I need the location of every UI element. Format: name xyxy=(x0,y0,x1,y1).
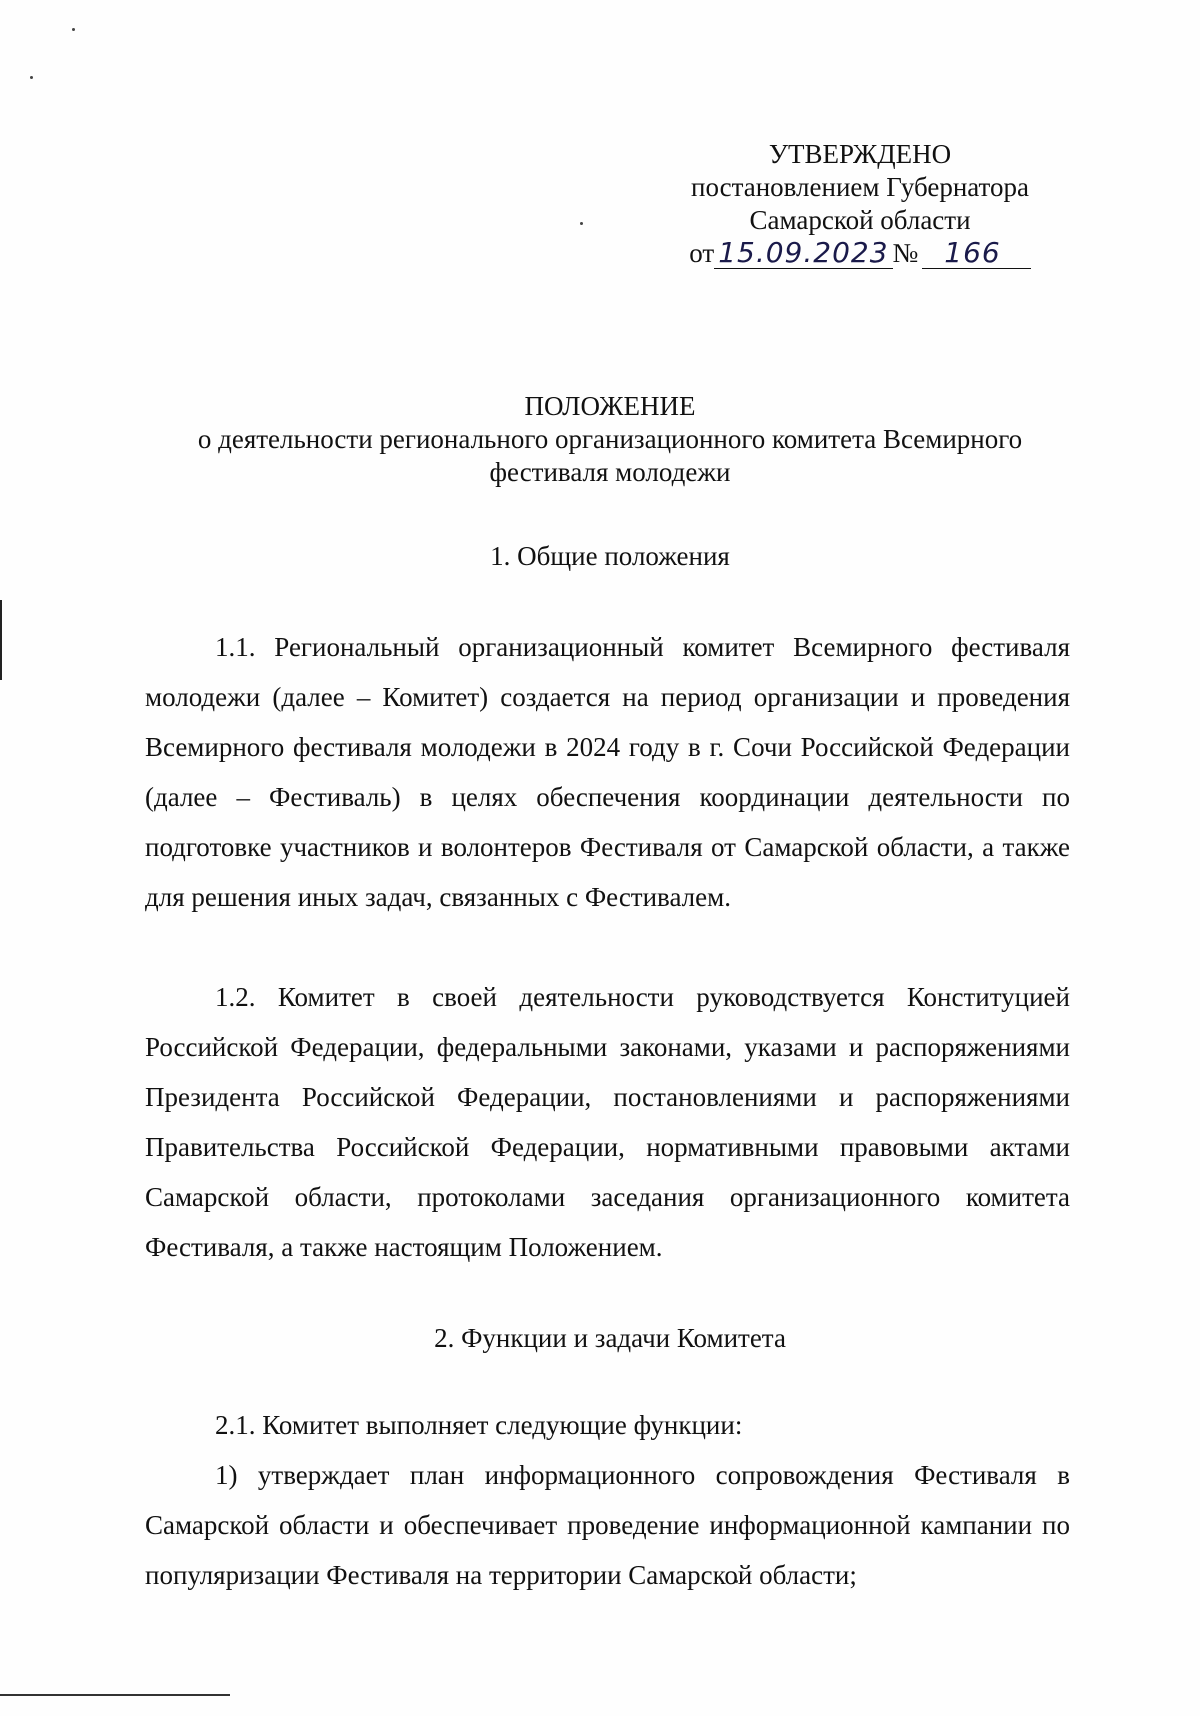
document-subtitle-line1: о деятельности регионального организационного комитета Всемирного xyxy=(197,424,1023,454)
paragraph-1-2-text: 1.2. Комитет в своей деятельности руководствуется Конституцией Российской Федерации, федеральными законами, указами и распоряжениями Президента Российской Федерации, постановлениями и распоряжениями Правительства Российской Федерации, нормативными правовыми актами Самарской области, протоколами заседания организационного комитета Фестиваля, а также настоящим Положением. xyxy=(145,982,1070,1262)
scan-bottom-mark xyxy=(0,1694,230,1696)
paragraph-1-1-text: 1.1. Региональный организационный комитет Всемирного фестиваля молодежи (далее – Комитет) создается на период организации и проведения Всемирного фестиваля молодежи в 2024 году в г. Сочи Российской Федерации (далее – Фестиваль) в целях обеспечения координации деятельности по подготовке участников и волонтеров Фестиваля от Самарской области, а также для решения иных задач, связанных с Фестивалем. xyxy=(145,632,1070,912)
approval-region-line: Самарской области xyxy=(749,205,971,235)
scan-speck xyxy=(72,28,75,31)
handwritten-number: 166 xyxy=(922,238,1030,269)
scan-speck xyxy=(30,76,33,79)
approval-stamp-block xyxy=(660,138,1060,270)
paragraph-1-1 xyxy=(145,622,1070,922)
paragraph-2-1-item-1 xyxy=(145,1450,1070,1600)
document-title-block xyxy=(140,390,1080,489)
handwritten-date: 15.09.2023 xyxy=(714,238,892,269)
number-label: № xyxy=(892,238,919,268)
paragraph-2-1-text: 2.1. Комитет выполняет следующие функции: xyxy=(215,1410,743,1440)
approval-title: УТВЕРЖДЕНО xyxy=(768,139,952,169)
paragraph-2-1-item-1-text: 1) утверждает план информационного сопровождения Фестиваля в Самарской области и обеспечивает проведение информационной кампании по популяризации Фестиваля на территории Самарской области; xyxy=(145,1460,1070,1590)
scan-edge-mark xyxy=(0,600,2,680)
scan-speck xyxy=(580,222,583,225)
paragraph-1-2 xyxy=(145,972,1070,1272)
document-title: ПОЛОЖЕНИЕ xyxy=(524,391,696,421)
approval-date-line xyxy=(660,237,1060,270)
document-subtitle-line2: фестиваля молодежи xyxy=(489,457,731,487)
section-2-heading: 2. Функции и задачи Комитета xyxy=(434,1323,786,1353)
section-1-heading: 1. Общие положения xyxy=(490,541,730,571)
paragraph-2-1 xyxy=(145,1400,1070,1450)
date-prefix: от xyxy=(689,238,715,268)
approval-decree-line: постановлением Губернатора xyxy=(691,172,1029,202)
